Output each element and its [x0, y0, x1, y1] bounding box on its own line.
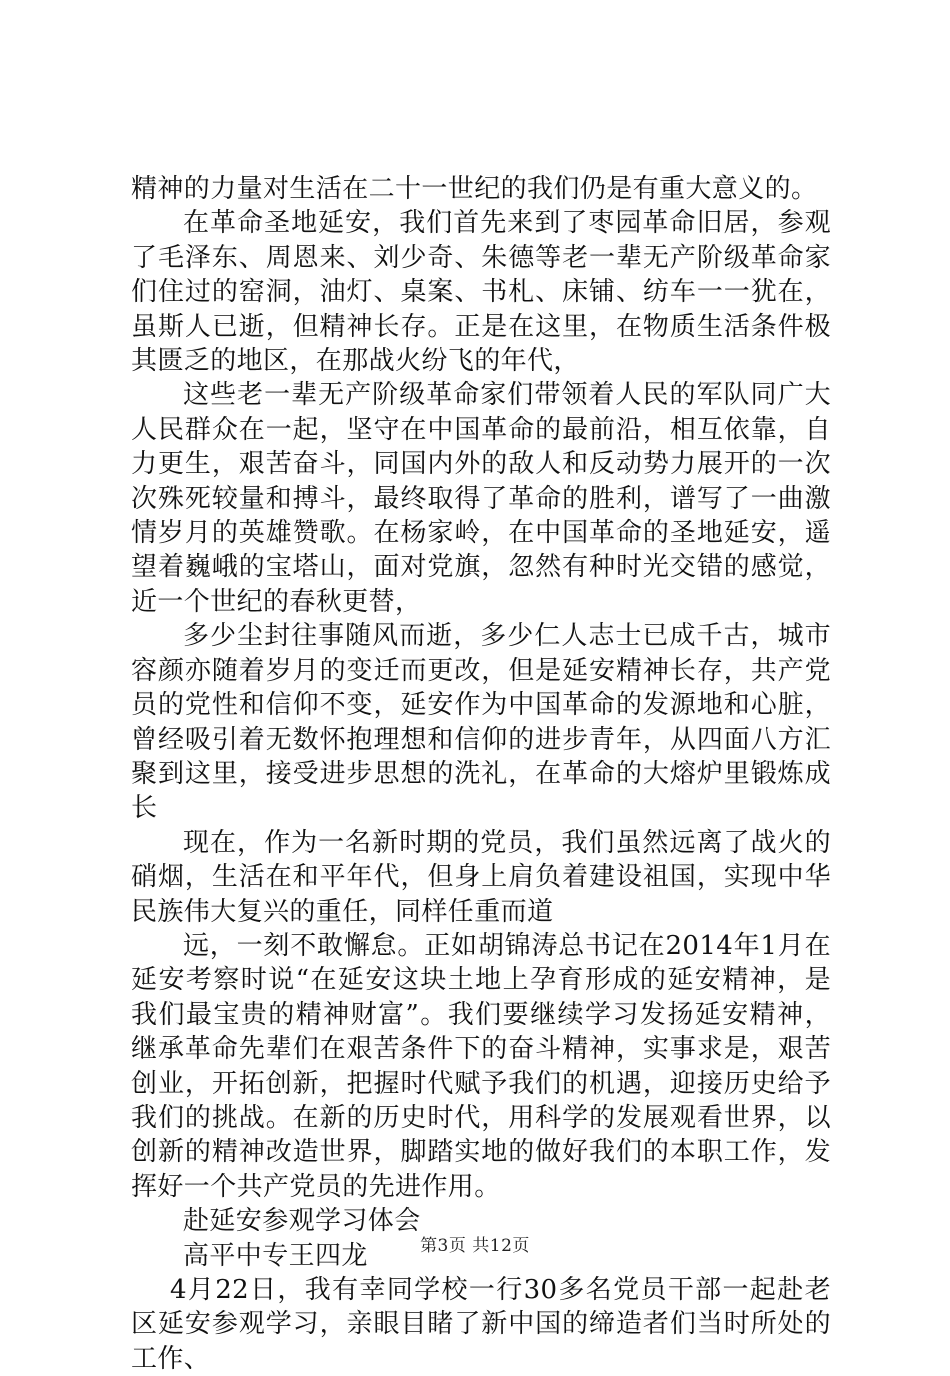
paragraph-zaoyuan-visit: 在革命圣地延安，我们首先来到了枣园革命旧居，参观了毛泽东、周恩来、刘少奇、朱德等老一辈无产阶级革命家们住过的窑洞，油灯、桌案、书札、床铺、纺车一一犹在，虽斯人已逝，但精神长存。正是在这里，在物质生活条件极其匮乏的地区，在那战火纷飞的年代， [131, 208, 831, 377]
paragraph-yanan-spirit: 多少尘封往事随风而逝，多少仁人志士已成千古，城市容颜亦随着岁月的变迁而更改，但是延安精神长存，共产党员的党性和信仰不变，延安作为中国革命的发源地和心脏，曾经吸引着无数怀抱理想和信仰的进步青年，从四面八方汇聚到这里，接受进步思想的洗礼，在革命的大熔炉里锻炼成长 [131, 621, 831, 824]
paragraph-hu-jintao-quote: 远，一刻不敢懈怠。正如胡锦涛总书记在2014年1月在延安考察时说“在延安这块土地上孕育形成的延安精神，是我们最宝贵的精神财富”。我们要继续学习发扬延安精神，继承革命先辈们在艰苦条件下的奋斗精神，实事求是，艰苦创业，开拓创新，把握时代赋予我们的机遇，迎接历史给予我们的挑战。在新的历史时代，用科学的发展观看世界，以创新的精神改造世界，脚踏实地的做好我们的本职工作，发挥好一个共产党员的先进作用。 [131, 930, 831, 1202]
author-line: 高平中专王四龙 [183, 1240, 368, 1271]
document-body [131, 172, 831, 1376]
paragraph-revolutionaries: 这些老一辈无产阶级革命家们带领着人民的军队同广大人民群众在一起，坚守在中国革命的最前沿，相互依靠，自力更生，艰苦奋斗，同国内外的敌人和反动势力展开的一次次殊死较量和搏斗，最终取得了革命的胜利，谱写了一曲激情岁月的英雄赞歌。在杨家岭，在中国革命的圣地延安，遥望着巍峨的宝塔山，面对党旗，忽然有种时光交错的感觉，近一个世纪的春秋更替， [131, 380, 831, 617]
section-title: 赴延安参观学习体会 [183, 1206, 421, 1237]
paragraph-spirit-significance: 精神的力量对生活在二十一世纪的我们仍是有重大意义的。 [131, 174, 818, 204]
paragraph-april-visit: 4月22日，我有幸同学校一行30多名党员干部一起赴老区延安参观学习，亲眼目睹了新中国的缔造者们当时所处的工作、 [131, 1275, 831, 1374]
page-number-footer: 第3页 共12页 [420, 1236, 530, 1256]
paragraph-new-era-member: 现在，作为一名新时期的党员，我们虽然远离了战火的硝烟，生活在和平年代，但身上肩负着建设祖国，实现中华民族伟大复兴的重任，同样任重而道 [131, 827, 831, 927]
